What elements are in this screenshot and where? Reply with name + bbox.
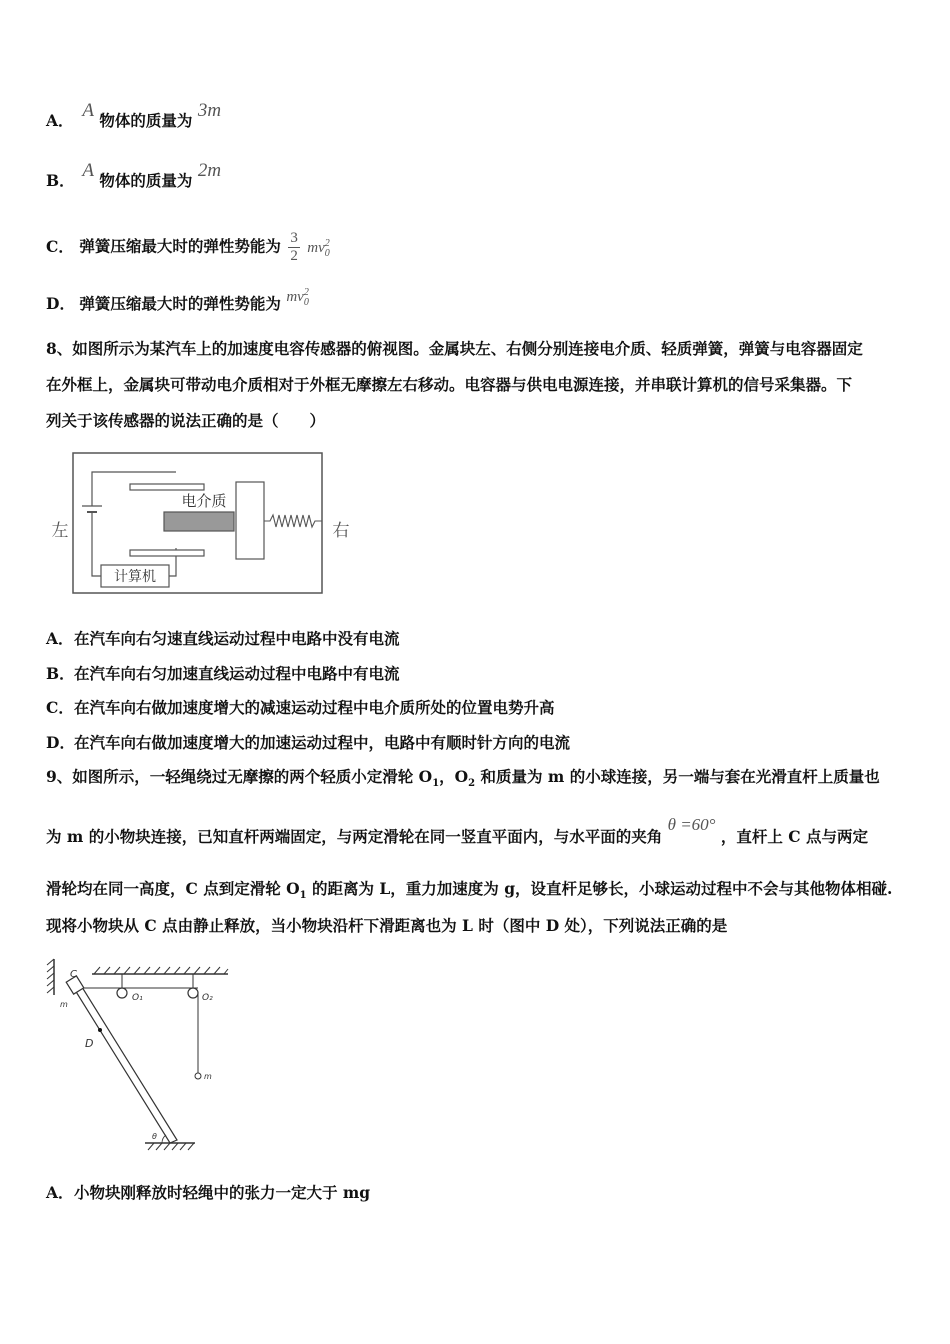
option-text: 物体的质量为 bbox=[99, 171, 193, 190]
option-label: A． bbox=[46, 1183, 74, 1202]
wall-hatch bbox=[47, 959, 54, 993]
q8-option-d bbox=[46, 732, 570, 754]
q8-option-a bbox=[46, 628, 400, 650]
fraction bbox=[288, 230, 300, 265]
right-label: 右 bbox=[332, 521, 350, 541]
d-label: D bbox=[85, 1037, 94, 1050]
q8-option-b bbox=[46, 663, 400, 685]
q7-option-a bbox=[46, 100, 222, 132]
q7-option-c bbox=[46, 230, 330, 265]
option-label: B． bbox=[46, 664, 75, 683]
q8-stem-line1: 8、如图所示为某汽车上的加速度电容传感器的俯视图。金属块左、右侧分别连接电介质、轻质弹簧，弹簧与电容器固定 bbox=[46, 339, 863, 358]
math-value: 3m bbox=[197, 100, 222, 121]
math-var: A bbox=[82, 160, 95, 181]
q8-stem-line3: 列关于该传感器的说法正确的是（ ） bbox=[46, 411, 326, 430]
point-d bbox=[98, 1028, 102, 1032]
q8-stem-line2: 在外框上，金属块可带动电介质相对于外框无摩擦左右移动。电容器与供电电源连接，并串联计算机的信号采集器。下 bbox=[46, 375, 853, 394]
capacitor-plate-bottom bbox=[130, 550, 204, 556]
option-text: 弹簧压缩最大时的弹性势能为 bbox=[79, 236, 281, 256]
option-text: 在汽车向右匀速直线运动过程中电路中没有电流 bbox=[74, 629, 400, 648]
math-value: 2m bbox=[197, 160, 222, 181]
q9-stem-line1: 9、如图所示，一轻绳绕过无摩擦的两个轻质小定滑轮 $O_1$，$O_2$ 和质量为 m 的小球连接，另一端与套在光滑直杆上质量也 bbox=[46, 767, 880, 790]
q7-option-b bbox=[46, 160, 222, 192]
q8-option-c bbox=[46, 697, 555, 719]
o2-label: O₂ bbox=[202, 993, 213, 1003]
math-var: A bbox=[82, 100, 95, 121]
option-text: 在汽车向右做加速度增大的减速运动过程中电介质所处的位置电势升高 bbox=[74, 698, 555, 717]
dielectric-label: 电介质 bbox=[181, 492, 227, 510]
wire-left bbox=[92, 512, 101, 576]
metal-block bbox=[236, 482, 264, 559]
pulley-rod-figure bbox=[40, 955, 240, 1155]
option-text: 小物块刚释放时轻绳中的张力一定大于 mg bbox=[74, 1183, 371, 1202]
capacitor-plate-top bbox=[130, 484, 204, 490]
option-label: A． bbox=[46, 111, 74, 130]
q9-stem-line2: 为 m 的小物块连接，已知直杆两端固定，与两定滑轮在同一竖直平面内，与水平面的夹角 θ =60° ，直杆上 C 点与两定 bbox=[46, 815, 869, 846]
ball-mass-label: m bbox=[204, 1072, 212, 1081]
math-value: $mv^2_0$ bbox=[307, 237, 330, 259]
math-value: $mv^2_0$ bbox=[286, 287, 309, 308]
c-label: C bbox=[70, 969, 77, 980]
block-mass-label: m bbox=[60, 1000, 68, 1009]
hanging-ball bbox=[195, 1073, 201, 1079]
theta-equation: θ =60° bbox=[667, 815, 716, 834]
q9-stem-line4: 现将小物块从 C 点由静止释放，当小物块沿杆下滑距离也为 L 时（图中 D 处），下列说法正确的是 bbox=[46, 916, 728, 935]
option-label: A． bbox=[46, 629, 74, 648]
pulley-o2 bbox=[188, 988, 198, 998]
q7-option-d bbox=[46, 287, 309, 322]
fraction-denominator: 2 bbox=[290, 248, 298, 264]
q9-option-a bbox=[46, 1182, 370, 1204]
inclined-rod bbox=[70, 979, 177, 1143]
option-label: B． bbox=[46, 171, 75, 190]
computer-label: 计算机 bbox=[114, 569, 156, 585]
option-text: 物体的质量为 bbox=[99, 111, 193, 130]
pulley-o1 bbox=[117, 988, 127, 998]
option-text: 弹簧压缩最大时的弹性势能为 bbox=[79, 294, 281, 313]
option-text: 在汽车向右匀加速直线运动过程中电路中有电流 bbox=[74, 664, 400, 683]
option-label: D． bbox=[46, 733, 75, 752]
option-label: C． bbox=[46, 236, 74, 256]
option-text: 在汽车向右做加速度增大的加速运动过程中，电路中有顺时针方向的电流 bbox=[74, 733, 571, 752]
dielectric bbox=[164, 512, 234, 531]
option-label: D． bbox=[46, 294, 75, 313]
theta-label: θ bbox=[152, 1132, 157, 1141]
ground-hatch bbox=[148, 1143, 194, 1150]
left-label: 左 bbox=[51, 521, 69, 541]
spring bbox=[264, 515, 322, 527]
fraction-numerator: 3 bbox=[290, 230, 298, 246]
capacitor-sensor-figure bbox=[46, 448, 366, 598]
o1-label: O₁ bbox=[132, 993, 143, 1003]
option-label: C． bbox=[46, 698, 74, 717]
ceiling-hatch bbox=[94, 967, 228, 974]
q9-stem-line3: 滑轮均在同一高度，C 点到定滑轮 $O_1$ 的距离为 L，重力加速度为 g，设直杆足够长，小球运动过程中不会与其他物体相碰. bbox=[46, 879, 893, 902]
